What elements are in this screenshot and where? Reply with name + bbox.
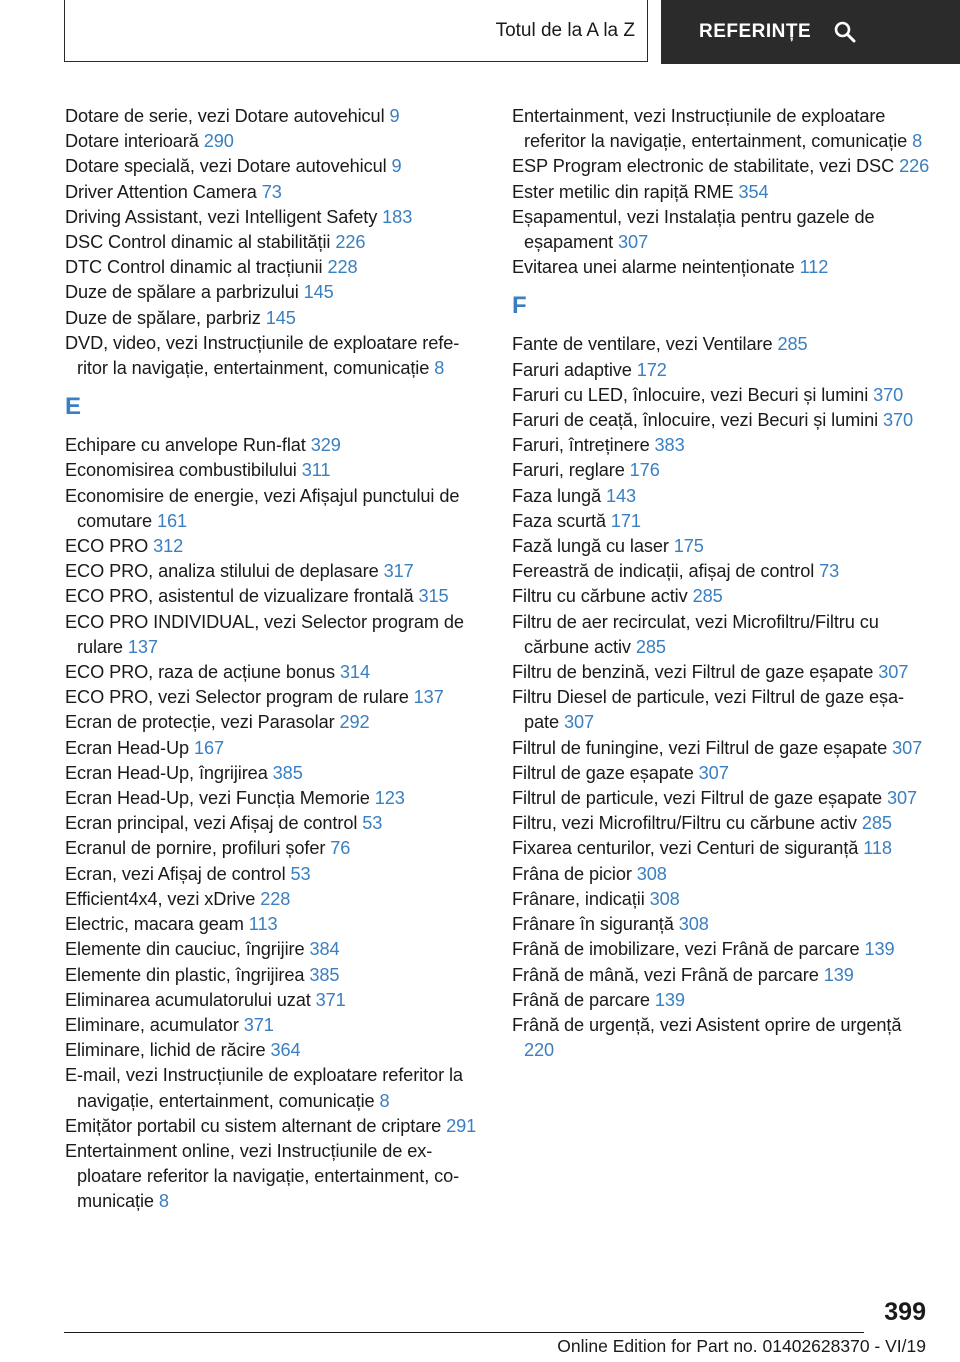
page-reference-link[interactable]: 176	[629, 460, 660, 481]
index-entry	[512, 205, 932, 255]
page-reference-link[interactable]: 228	[327, 257, 358, 278]
index-entry-text: Faza lungă	[512, 485, 606, 506]
index-entry-text: Duze de spălare, parbriz	[65, 307, 266, 328]
page-header	[64, 0, 960, 64]
page-reference-link[interactable]: 285	[635, 636, 666, 657]
page-reference-link[interactable]: 317	[383, 561, 414, 582]
index-entry	[512, 963, 932, 988]
index-entry	[512, 559, 932, 584]
index-entry	[512, 104, 932, 154]
index-entry-text: Frână de urgență, vezi Asistent oprire de urgență	[512, 1014, 902, 1035]
page-reference-link[interactable]: 8	[912, 131, 923, 152]
index-entry	[512, 534, 932, 559]
page-reference-link[interactable]: 315	[418, 586, 449, 607]
index-entry	[512, 937, 932, 962]
page-reference-link[interactable]: 385	[309, 964, 340, 985]
index-entry-text: Fante de ventilare, vezi Ventilare	[512, 334, 778, 355]
page-number: 399	[884, 1298, 926, 1326]
index-entry-text: Frână de parcare	[512, 989, 655, 1010]
index-entry	[512, 912, 932, 937]
index-entry-text: Filtru cu cărbune activ	[512, 586, 693, 607]
index-entry-text: Faruri, reglare	[512, 460, 630, 481]
page-reference-link[interactable]: 308	[649, 888, 680, 909]
index-entry-text: Ester metilic din rapiță RME	[512, 181, 739, 202]
index-letter-heading: E	[65, 393, 81, 421]
section-tab[interactable]	[661, 0, 960, 64]
index-letter-heading: F	[512, 292, 527, 320]
page-reference-link[interactable]: 145	[303, 282, 334, 303]
index-entry-text: Dotare interioară	[65, 131, 204, 152]
page-reference-link[interactable]: 307	[618, 232, 649, 253]
index-entry	[65, 1013, 480, 1038]
index-entry	[512, 685, 932, 735]
page-reference-link[interactable]: 314	[339, 662, 370, 683]
index-entry-text: DSC Control dinamic al stabilității	[65, 232, 336, 253]
index-entry-text: Faruri, întreținere	[512, 435, 655, 456]
page-reference-link[interactable]: 307	[698, 762, 729, 783]
index-entry	[65, 180, 480, 205]
index-entry	[512, 154, 932, 179]
index-entry-text: Filtrul de funingine, vezi Filtrul de gaze eșapate	[512, 737, 893, 758]
page-reference-link[interactable]: 8	[158, 1191, 169, 1212]
index-entry	[65, 660, 480, 685]
index-entry	[512, 660, 932, 685]
index-entry-text: Emițător portabil cu sistem alternant de criptare	[65, 1115, 447, 1136]
page-reference-link[interactable]: 118	[863, 838, 892, 859]
index-entry-text: Faruri adaptive	[512, 359, 637, 380]
page-reference-link[interactable]: 226	[899, 156, 930, 177]
index-entry	[65, 887, 480, 912]
index-entry	[65, 559, 480, 584]
index-entry-text: Filtru de benzină, vezi Filtrul de gaze eșapate	[512, 662, 879, 683]
page-reference-link[interactable]: 139	[823, 964, 854, 985]
index-entry	[512, 484, 932, 509]
index-entry	[65, 836, 480, 861]
page-reference-link[interactable]: 285	[861, 813, 892, 834]
index-entry	[65, 306, 480, 331]
index-entry	[512, 255, 932, 280]
page-reference-link[interactable]: 172	[636, 359, 667, 380]
index-entry	[512, 988, 932, 1013]
index-entry	[512, 332, 932, 357]
index-entry	[512, 862, 932, 887]
index-entry-text: ECO PRO, vezi Selector program de rulare	[65, 687, 414, 708]
page-reference-link[interactable]: 307	[563, 712, 594, 733]
index-entry-text: Filtru Diesel de particule, vezi Filtrul de gaze eșapate	[512, 687, 905, 733]
index-entry-text: Ecranul de pornire, profiluri șofer	[65, 838, 331, 859]
index-entry-text: Elemente din cauciuc, îngrijire	[65, 939, 310, 960]
page-reference-link[interactable]: 161	[156, 510, 188, 531]
index-entry	[65, 104, 480, 129]
index-entry-text: Echipare cu anvelope Run-flat	[65, 435, 311, 456]
index-entry	[512, 811, 932, 836]
index-entry	[512, 786, 932, 811]
page-reference-link[interactable]: 73	[819, 561, 840, 582]
index-entry	[512, 458, 932, 483]
index-entry	[65, 736, 480, 761]
index-entry	[512, 761, 932, 786]
page-reference-link[interactable]: 123	[374, 788, 405, 809]
index-entry-text: Filtrul de gaze eșapate	[512, 762, 699, 783]
page-reference-link[interactable]: 329	[310, 435, 341, 456]
index-entry-text: Faruri cu LED, înlocuire, vezi Becuri și lumini	[512, 384, 874, 405]
page-reference-link[interactable]: 220	[524, 1040, 555, 1061]
index-entry-text: Faruri de ceață, înlocuire, vezi Becuri și lumini	[512, 410, 884, 431]
index-entry	[65, 280, 480, 305]
index-entry	[512, 887, 932, 912]
page-reference-link[interactable]: 8	[379, 1090, 390, 1111]
index-entry	[65, 811, 480, 836]
index-entry	[65, 912, 480, 937]
index-entry-text: Ecran, vezi Afișaj de control	[65, 863, 291, 884]
index-entry-text: Frână de imobilizare, vezi Frână de parcare	[512, 939, 865, 960]
index-entry-text: Electric, macara geam	[65, 914, 249, 935]
page-reference-link[interactable]: 8	[434, 358, 445, 379]
page-reference-link[interactable]: 308	[678, 914, 709, 935]
index-entry	[65, 1063, 480, 1113]
index-entry	[65, 1114, 480, 1139]
index-entry	[65, 534, 480, 559]
page-reference-link[interactable]: 311	[301, 460, 331, 481]
index-entry-text: Fereastră de indicații, afișaj de control	[512, 561, 820, 582]
index-entry-text: Ecran Head-Up	[65, 737, 195, 758]
page-reference-link[interactable]: 308	[636, 863, 667, 884]
index-entry	[512, 736, 932, 761]
index-entry	[65, 205, 480, 230]
index-entry-text: Eliminare, lichid de răcire	[65, 1040, 271, 1061]
page-reference-link[interactable]: 137	[127, 636, 158, 657]
index-entry-text: Evitarea unei alarme neintenționate	[512, 257, 800, 278]
index-entry	[65, 761, 480, 786]
page-reference-link[interactable]: 73	[261, 181, 282, 202]
index-entry-text: E-mail, vezi Instrucțiunile de exploatare referitor la navigație, entertainment, comunicație	[65, 1065, 463, 1111]
footer	[0, 1336, 926, 1357]
index-entry-text: Eșapamentul, vezi Instalația pentru gazele de eșapament	[512, 206, 875, 253]
index-entry-text: Filtru, vezi Microfiltru/Filtru cu cărbune activ	[512, 813, 862, 834]
index-entry-text: Dotare de serie, vezi Dotare autovehicul	[65, 106, 390, 126]
page-reference-link[interactable]: 307	[878, 662, 909, 683]
index-entry-text: Duze de spălare a parbrizului	[65, 282, 304, 303]
index-entry	[65, 584, 480, 609]
page-reference-link[interactable]: 112	[799, 257, 829, 278]
page-reference-link[interactable]: 53	[362, 813, 383, 834]
index-column-left	[65, 104, 480, 1215]
index-entry-text: Ecran de protecție, vezi Parasolar	[65, 712, 340, 733]
page-reference-link[interactable]: 113	[248, 914, 278, 935]
index-entry-text: Ecran principal, vezi Afișaj de control	[65, 813, 363, 834]
index-entry-text: Economisire de energie, vezi Afișajul punctului de comutare	[65, 485, 460, 531]
index-entry	[65, 331, 480, 381]
index-entry-text: Elemente din plastic, îngrijirea	[65, 964, 310, 985]
index-entry	[65, 255, 480, 280]
index-entry-text: Frânare în siguranță	[512, 914, 679, 935]
index-entry	[512, 180, 932, 205]
index-entry	[512, 584, 932, 609]
page-reference-link[interactable]: 285	[692, 586, 723, 607]
index-entry-text: Driver Attention Camera	[65, 181, 262, 202]
page-reference-link[interactable]: 290	[203, 131, 234, 152]
page-reference-link[interactable]: 167	[194, 737, 225, 758]
index-entry-text: Ecran Head-Up, îngrijirea	[65, 762, 273, 783]
page-reference-link[interactable]: 292	[339, 712, 370, 733]
index-entry-text: Frână de mână, vezi Frână de parcare	[512, 964, 824, 985]
page-reference-link[interactable]: 9	[389, 106, 400, 126]
index-entry	[65, 710, 480, 735]
page-reference-link[interactable]: 183	[382, 206, 413, 227]
page-reference-link[interactable]: 291	[446, 1115, 477, 1136]
page-reference-link[interactable]: 364	[270, 1040, 301, 1061]
page-reference-link[interactable]: 312	[153, 536, 184, 557]
index-entry-text: Filtru de aer recirculat, vezi Microfiltru/Filtru cu cărbune activ	[512, 611, 879, 657]
index-entry-text: Fixarea centurilor, vezi Centuri de siguranță	[512, 838, 864, 859]
index-entry	[512, 408, 932, 433]
index-entry	[65, 988, 480, 1013]
index-entry-text: Efficient4x4, vezi xDrive	[65, 888, 261, 909]
page-reference-link[interactable]: 228	[260, 888, 291, 909]
page-reference-link[interactable]: 226	[335, 232, 366, 253]
page-reference-link[interactable]: 383	[654, 435, 685, 456]
index-entry-text: Eliminare, acumulator	[65, 1014, 244, 1035]
index-entry	[65, 1038, 480, 1063]
index-entry	[65, 610, 480, 660]
index-entry-text: Dotare specială, vezi Dotare autovehicul	[65, 156, 392, 177]
footer-divider	[64, 1332, 864, 1333]
page-reference-link[interactable]: 53	[290, 863, 311, 884]
page-reference-link[interactable]: 175	[673, 536, 704, 557]
index-entry-text: Fază lungă cu laser	[512, 536, 674, 557]
index-entry-text: ESP Program electronic de stabilitate, vezi DSC	[512, 156, 900, 177]
page-reference-link[interactable]: 76	[330, 838, 351, 859]
index-entry-text: ECO PRO, analiza stilului de deplasare	[65, 561, 384, 582]
index-entry	[65, 937, 480, 962]
index-entry	[65, 786, 480, 811]
page-reference-link[interactable]: 384	[309, 939, 340, 960]
index-entry-text: Frânare, indicații	[512, 888, 650, 909]
index-entry	[512, 610, 932, 660]
index-entry	[512, 433, 932, 458]
index-entry-text: ECO PRO INDIVIDUAL, vezi Selector program de rulare	[65, 611, 464, 657]
index-entry	[65, 154, 480, 179]
index-entry-text: Driving Assistant, vezi Intelligent Safety	[65, 206, 383, 227]
page-reference-link[interactable]: 9	[391, 156, 402, 177]
page-reference-link[interactable]: 145	[265, 307, 296, 328]
page-reference-link[interactable]: 370	[873, 384, 904, 405]
index-entry	[512, 509, 932, 534]
index-entry-text: Entertainment, vezi Instrucțiunile de exploatare referitor la navigație, entertainment, comunicație	[512, 106, 913, 152]
section-title: REFERINȚE	[699, 21, 812, 42]
page-reference-link[interactable]: 285	[777, 334, 808, 355]
index-entry-text: DTC Control dinamic al tracțiunii	[65, 257, 328, 278]
index-entry	[512, 383, 932, 408]
index-entry	[65, 963, 480, 988]
page-reference-link[interactable]: 354	[738, 181, 769, 202]
index-entry	[65, 1139, 480, 1215]
index-entry-text: Frâna de picior	[512, 863, 637, 884]
index-entry-text: Eliminarea acumulatorului uzat	[65, 989, 316, 1010]
index-entry	[65, 230, 480, 255]
index-entry-text: ECO PRO	[65, 536, 154, 557]
page-reference-link[interactable]: 307	[892, 737, 923, 758]
page-reference-link[interactable]: 143	[605, 485, 636, 506]
page-reference-link[interactable]: 385	[272, 762, 303, 783]
index-entry-text: Faza scurtă	[512, 510, 611, 531]
index-entry-text: Filtrul de particule, vezi Filtrul de gaze eșapate	[512, 788, 887, 809]
index-entry-text: DVD, video, vezi Instrucțiunile de exploatare referitor la navigație, entertainment, comunicație	[65, 332, 460, 379]
footer-edition: Online Edition for Part no. 01402628370 - VI/19	[557, 1336, 926, 1356]
index-entry	[65, 458, 480, 483]
index-entry	[65, 862, 480, 887]
index-entry	[512, 358, 932, 383]
page-reference-link[interactable]: 171	[610, 510, 641, 531]
index-column-right	[512, 104, 932, 1063]
index-entry	[65, 129, 480, 154]
page-reference-link[interactable]: 371	[243, 1014, 274, 1035]
search-icon[interactable]	[833, 20, 857, 44]
index-entry-text: Entertainment online, vezi Instrucțiunile de exploatare referitor la navigație, entertainment, comunicație	[65, 1140, 460, 1212]
chapter-title: Totul de la A la Z	[64, 0, 648, 62]
index-entry	[65, 484, 480, 534]
index-entry	[512, 1013, 932, 1063]
index-entry-text: ECO PRO, raza de acțiune bonus	[65, 662, 340, 683]
index-entry-text: Ecran Head-Up, vezi Funcția Memorie	[65, 788, 375, 809]
page-reference-link[interactable]: 370	[883, 410, 914, 431]
index-entry	[65, 685, 480, 710]
page-reference-link[interactable]: 137	[413, 687, 444, 708]
index-entry	[65, 433, 480, 458]
page-reference-link[interactable]: 371	[315, 989, 346, 1010]
page-reference-link[interactable]: 307	[887, 788, 918, 809]
page-reference-link[interactable]: 139	[654, 989, 685, 1010]
index-entry-text: Economisirea combustibilului	[65, 460, 302, 481]
index-entry	[512, 836, 932, 861]
page-reference-link[interactable]: 139	[864, 939, 895, 960]
index-entry-text: ECO PRO, asistentul de vizualizare frontală	[65, 586, 419, 607]
